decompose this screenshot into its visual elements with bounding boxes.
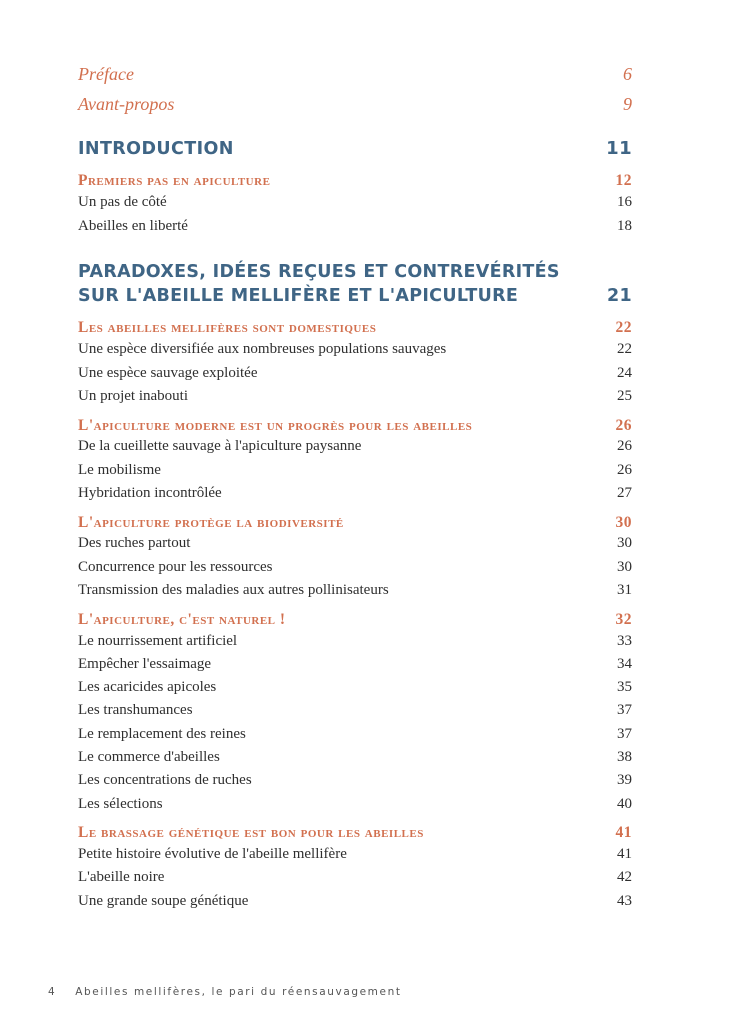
toc-title: Un projet inabouti xyxy=(78,388,188,404)
toc-title: Le nourrissement artificiel xyxy=(78,633,238,649)
toc-title: Une grande soupe génétique xyxy=(78,893,249,909)
toc-page: 11 xyxy=(606,138,632,159)
toc-title: Avant-propos xyxy=(78,94,175,114)
toc-title: Un pas de côté xyxy=(78,194,167,210)
toc-entry[interactable] xyxy=(78,679,632,696)
toc-page: 42 xyxy=(617,869,632,885)
toc-entry[interactable] xyxy=(78,365,632,382)
footer-page-number: 4 xyxy=(48,986,57,998)
toc-page: 26 xyxy=(615,417,632,434)
toc-page: 41 xyxy=(615,824,632,841)
toc-entry[interactable] xyxy=(78,341,632,358)
toc-title: De la cueillette sauvage à l'apiculture paysanne xyxy=(78,438,362,454)
footer-running-title: Abeilles mellifères, le pari du réensauvagement xyxy=(75,986,402,998)
toc-page: 30 xyxy=(617,535,632,551)
toc-entry[interactable] xyxy=(78,535,632,552)
toc-title: Les concentrations de ruches xyxy=(78,772,252,788)
toc-entry[interactable] xyxy=(78,772,632,789)
toc-title: L'apiculture, c'est naturel ! xyxy=(78,611,286,628)
toc-title: Petite histoire évolutive de l'abeille mellifère xyxy=(78,846,347,862)
toc-entry[interactable] xyxy=(78,846,632,863)
toc-chapter[interactable] xyxy=(78,514,632,532)
toc-page: 6 xyxy=(623,64,632,84)
toc-title: Préface xyxy=(78,64,134,84)
toc-title: INTRODUCTION xyxy=(78,139,234,159)
toc-page: 25 xyxy=(617,388,632,404)
toc-page: 22 xyxy=(615,319,632,336)
page-footer xyxy=(48,986,402,998)
toc-page: 26 xyxy=(617,462,632,478)
toc-title: Le remplacement des reines xyxy=(78,726,246,742)
toc-title-line1: PARADOXES, IDÉES REÇUES ET CONTREVÉRITÉS xyxy=(78,262,560,282)
toc-page: 31 xyxy=(617,582,632,598)
toc-entry[interactable] xyxy=(78,438,632,455)
toc-page: 41 xyxy=(617,846,632,862)
toc-entry-avant-propos[interactable] xyxy=(78,94,632,115)
toc-title: L'apiculture moderne est un progrès pour les abeilles xyxy=(78,417,473,434)
toc-page: 37 xyxy=(617,726,632,742)
toc-page: 30 xyxy=(617,559,632,575)
toc-page: 18 xyxy=(617,218,632,234)
toc-title: Transmission des maladies aux autres pollinisateurs xyxy=(78,582,389,598)
toc-title: Des ruches partout xyxy=(78,535,191,551)
toc-title: Une espèce diversifiée aux nombreuses populations sauvages xyxy=(78,341,447,357)
toc-entry[interactable] xyxy=(78,726,632,743)
toc-chapter[interactable] xyxy=(78,319,632,337)
toc-entry[interactable] xyxy=(78,749,632,766)
toc-page: 40 xyxy=(617,796,632,812)
toc-entry[interactable] xyxy=(78,388,632,405)
toc-title: Le commerce d'abeilles xyxy=(78,749,220,765)
toc-page: 21 xyxy=(607,286,632,306)
toc-page: 37 xyxy=(617,702,632,718)
toc-entry[interactable] xyxy=(78,559,632,576)
toc-title: L'apiculture protège la biodiversité xyxy=(78,514,344,531)
toc-entry-preface[interactable] xyxy=(78,64,632,85)
toc-page: 26 xyxy=(617,438,632,454)
toc-entry[interactable] xyxy=(78,702,632,719)
toc-page: 43 xyxy=(617,893,632,909)
toc-entry[interactable] xyxy=(78,218,632,235)
toc-title: Empêcher l'essaimage xyxy=(78,656,212,672)
toc-entry[interactable] xyxy=(78,582,632,599)
toc-page: 12 xyxy=(615,172,632,189)
toc-part-paradoxes[interactable] xyxy=(78,260,632,308)
toc-entry[interactable] xyxy=(78,633,632,650)
toc-title: Le brassage génétique est bon pour les abeilles xyxy=(78,824,424,841)
toc-title: Les sélections xyxy=(78,796,163,812)
toc-title: Hybridation incontrôlée xyxy=(78,485,222,501)
toc-title: Une espèce sauvage exploitée xyxy=(78,365,258,381)
toc-chapter[interactable] xyxy=(78,172,632,190)
toc-chapter[interactable] xyxy=(78,824,632,842)
toc-page: 30 xyxy=(615,514,632,531)
toc-page: 27 xyxy=(617,485,632,501)
toc-entry[interactable] xyxy=(78,893,632,910)
toc-page: 24 xyxy=(617,365,632,381)
toc-page: 38 xyxy=(617,749,632,765)
toc-title-line2: SUR L'ABEILLE MELLIFÈRE ET L'APICULTURE xyxy=(78,286,519,306)
toc-title: Premiers pas en apiculture xyxy=(78,172,271,189)
toc-title: Les abeilles mellifères sont domestiques xyxy=(78,319,377,336)
toc-entry[interactable] xyxy=(78,194,632,211)
toc-entry[interactable] xyxy=(78,656,632,673)
toc-entry[interactable] xyxy=(78,485,632,502)
toc-title: Les transhumances xyxy=(78,702,193,718)
toc-part-introduction[interactable] xyxy=(78,138,632,159)
toc-title: L'abeille noire xyxy=(78,869,165,885)
toc-chapter[interactable] xyxy=(78,611,632,629)
toc-page: 22 xyxy=(617,341,632,357)
toc-page: 34 xyxy=(617,656,632,672)
toc-chapter[interactable] xyxy=(78,417,632,435)
toc-page: 9 xyxy=(623,94,632,114)
toc-page: 39 xyxy=(617,772,632,788)
toc-page: 35 xyxy=(617,679,632,695)
toc-title: Abeilles en liberté xyxy=(78,218,188,234)
toc-entry[interactable] xyxy=(78,796,632,813)
toc-page: 16 xyxy=(617,194,632,210)
toc-title: Les acaricides apicoles xyxy=(78,679,217,695)
toc-page: 33 xyxy=(617,633,632,649)
toc-title: Concurrence pour les ressources xyxy=(78,559,273,575)
toc-entry[interactable] xyxy=(78,869,632,886)
toc-title: Le mobilisme xyxy=(78,462,161,478)
toc-page: 32 xyxy=(615,611,632,628)
toc-entry[interactable] xyxy=(78,462,632,479)
